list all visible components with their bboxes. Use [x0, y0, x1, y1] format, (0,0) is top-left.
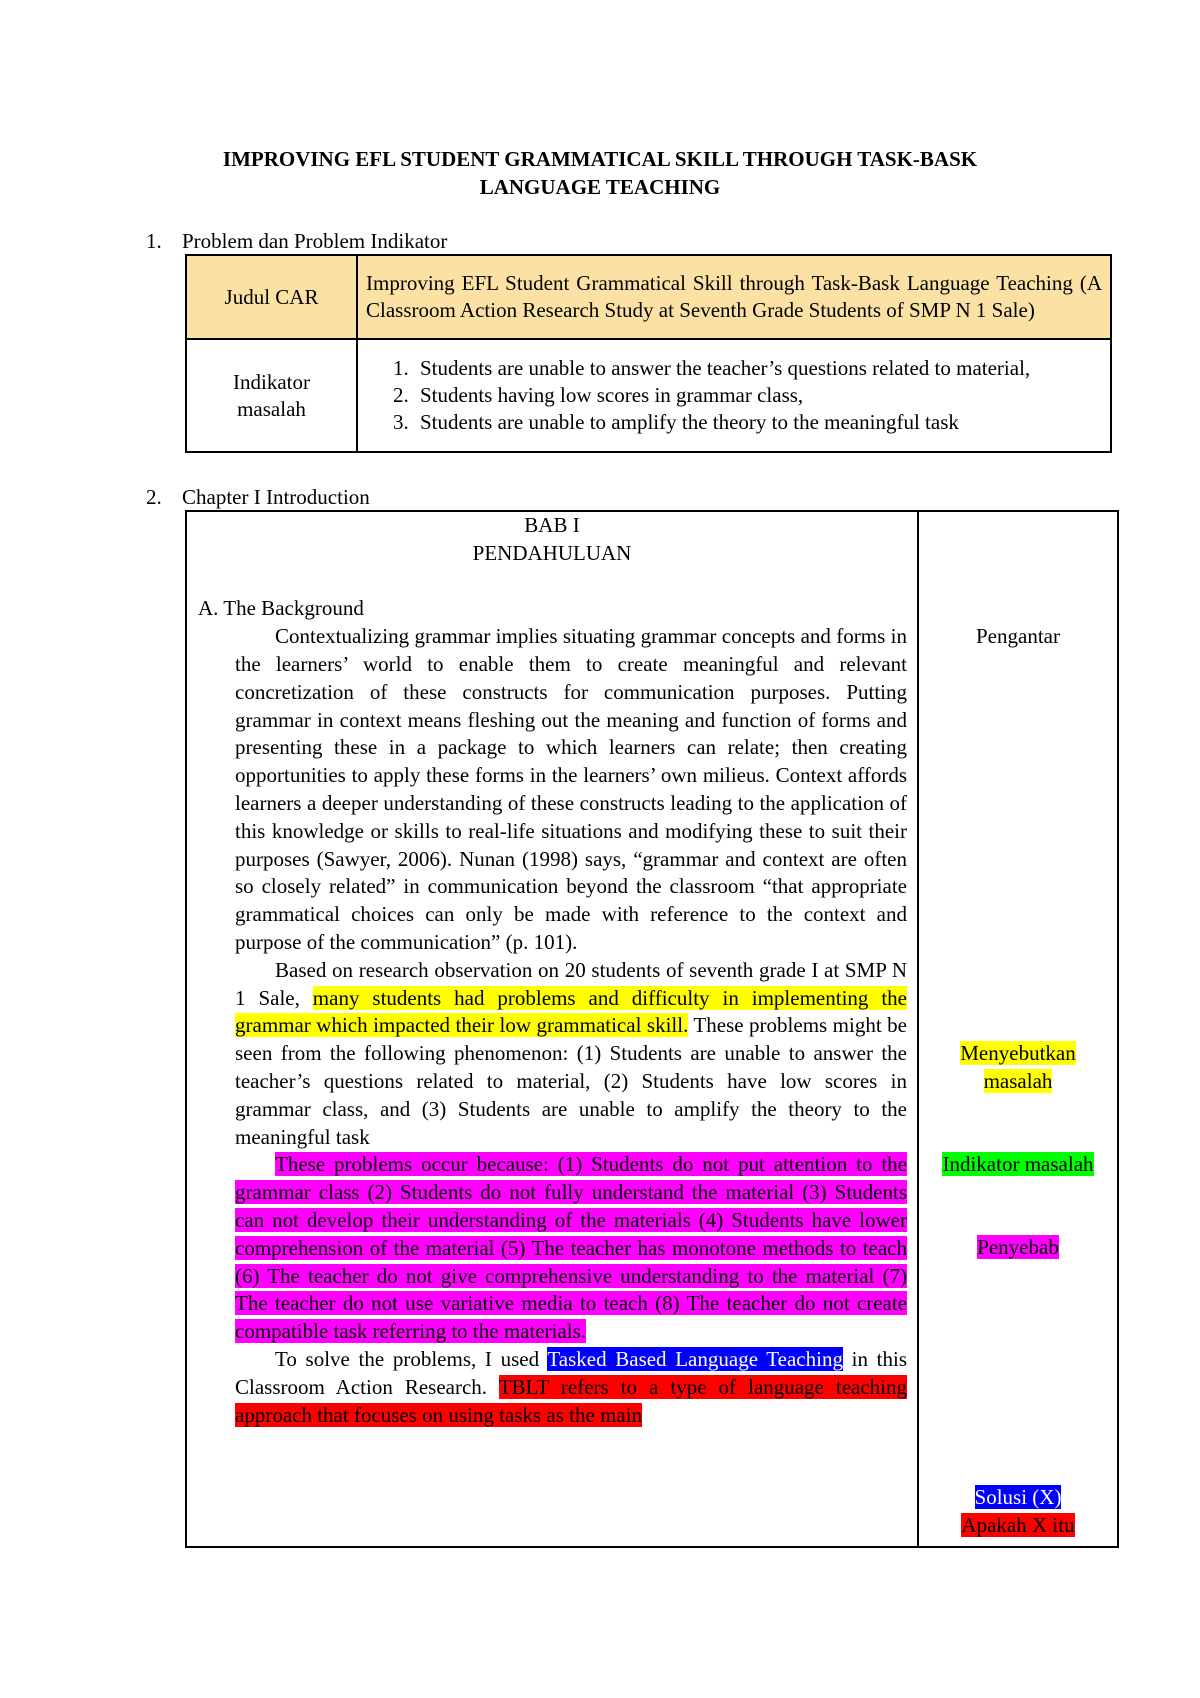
label-solusi: Solusi (X): [974, 1485, 1062, 1509]
indikator-list-cell: [357, 339, 1111, 452]
judul-label: Judul CAR: [186, 255, 357, 339]
judul-row: [186, 255, 1111, 339]
highlight-problem-statement: many students had problems and difficulty in implementing the grammar which impacted their low grammatical skill.: [235, 985, 907, 1038]
background-subheading: A. The Background: [198, 596, 364, 621]
highlight-causes: These problems occur because: (1) Students do not put attention to the grammar class (2) Students do not fully understand the material (3) Students can not develop their understanding of the materials (4) Students have lower comprehension of the material (5) The teacher has monotone methods to teach (6) The teacher do not give comprehensive understanding to the material (7) The teacher do not use variative media to teach (8) The teacher do not create compatible task referring to the materials.: [235, 1152, 907, 1344]
highlight-definition: TBLT refers to a type of language teaching approach that focuses on using tasks as the main: [235, 1374, 907, 1427]
chapter-table: [185, 510, 1119, 1548]
label-indikator-masalah: Indikator masalah: [942, 1152, 1094, 1176]
highlight-solution: Tasked Based Language Teaching: [547, 1346, 843, 1371]
bab-label: BAB I: [524, 513, 580, 537]
list-item: 3. Students are unable to amplify the theory to the meaningful task: [414, 409, 1102, 436]
label-penyebab: Penyebab: [977, 1235, 1059, 1259]
section-2-number: 2.: [146, 485, 162, 509]
paragraph-solution: To solve the problems, I used Tasked Based Language Teaching in this Classroom Action Research. TBLT refers to a type of language teaching approach that focuses on using tasks as the main: [235, 1346, 907, 1427]
paragraph-context: Contextualizing grammar implies situating grammar concepts and forms in the learners’ world to enable them to create meaningful and relevant concretization of these constructs for communication purposes. Putting grammar in context means fleshing out the meaning and function of forms and presenting these in a package to which learners can relate; then creating opportunities to apply these forms in the learners’ own milieus. Context affords learners a deeper understanding of these constructs leading to the application of this knowledge or skills to real-life situations and modifying these to suit their purposes (Sawyer, 2006). Nunan (1998) says, “grammar and context are often so closely related” in communication beyond the classroom “that appropriate grammatical choices can only be made with reference to the context and purpose of the communication” (p. 101).: [235, 624, 907, 954]
paragraph-problem: Based on research observation on 20 students of seventh grade I at SMP N 1 Sale, many students had problems and difficulty in implementing the grammar which impacted their low grammatical skill. These problems might be seen from the following phenomenon: (1) Students are unable to answer the teacher’s questions related to material, (2) Students have low scores in grammar class, and (3) Students are unable to amplify the theory to the meaningful task: [235, 957, 907, 1149]
document-title: [150, 145, 1050, 201]
section-2-title: Chapter I Introduction: [182, 485, 370, 509]
list-item: 2. Students having low scores in grammar class,: [414, 382, 1102, 409]
title-line-1: IMPROVING EFL STUDENT GRAMMATICAL SKILL THROUGH TASK-BASK: [222, 147, 978, 171]
indikator-row: [186, 339, 1111, 452]
title-line-2: LANGUAGE TEACHING: [479, 175, 721, 199]
judul-value: Improving EFL Student Grammatical Skill through Task-Bask Language Teaching (A Classroom Action Research Study at Seventh Grade Students of SMP N 1 Sale): [357, 255, 1111, 339]
section-1-number: 1.: [146, 229, 162, 253]
label-apakah-x: Apakah X itu: [961, 1513, 1075, 1537]
section-1-title: Problem dan Problem Indikator: [182, 229, 448, 253]
bab-title: PENDAHULUAN: [472, 540, 632, 565]
paragraph-causes: [235, 1151, 907, 1346]
section-2-heading: [146, 484, 370, 510]
problem-indicator-table: [185, 254, 1112, 453]
list-item: 1. Students are unable to answer the teacher’s questions related to material,: [414, 355, 1102, 382]
label-menyebutkan-masalah: Menyebutkan masalah: [960, 1041, 1076, 1093]
section-1-heading: [146, 228, 447, 254]
indikator-label: Indikator masalah: [186, 339, 357, 452]
indikator-list: [366, 355, 1102, 436]
chapter-text-column: [187, 512, 919, 1546]
annotation-column: [919, 512, 1117, 1546]
label-pengantar: Pengantar: [976, 624, 1060, 648]
